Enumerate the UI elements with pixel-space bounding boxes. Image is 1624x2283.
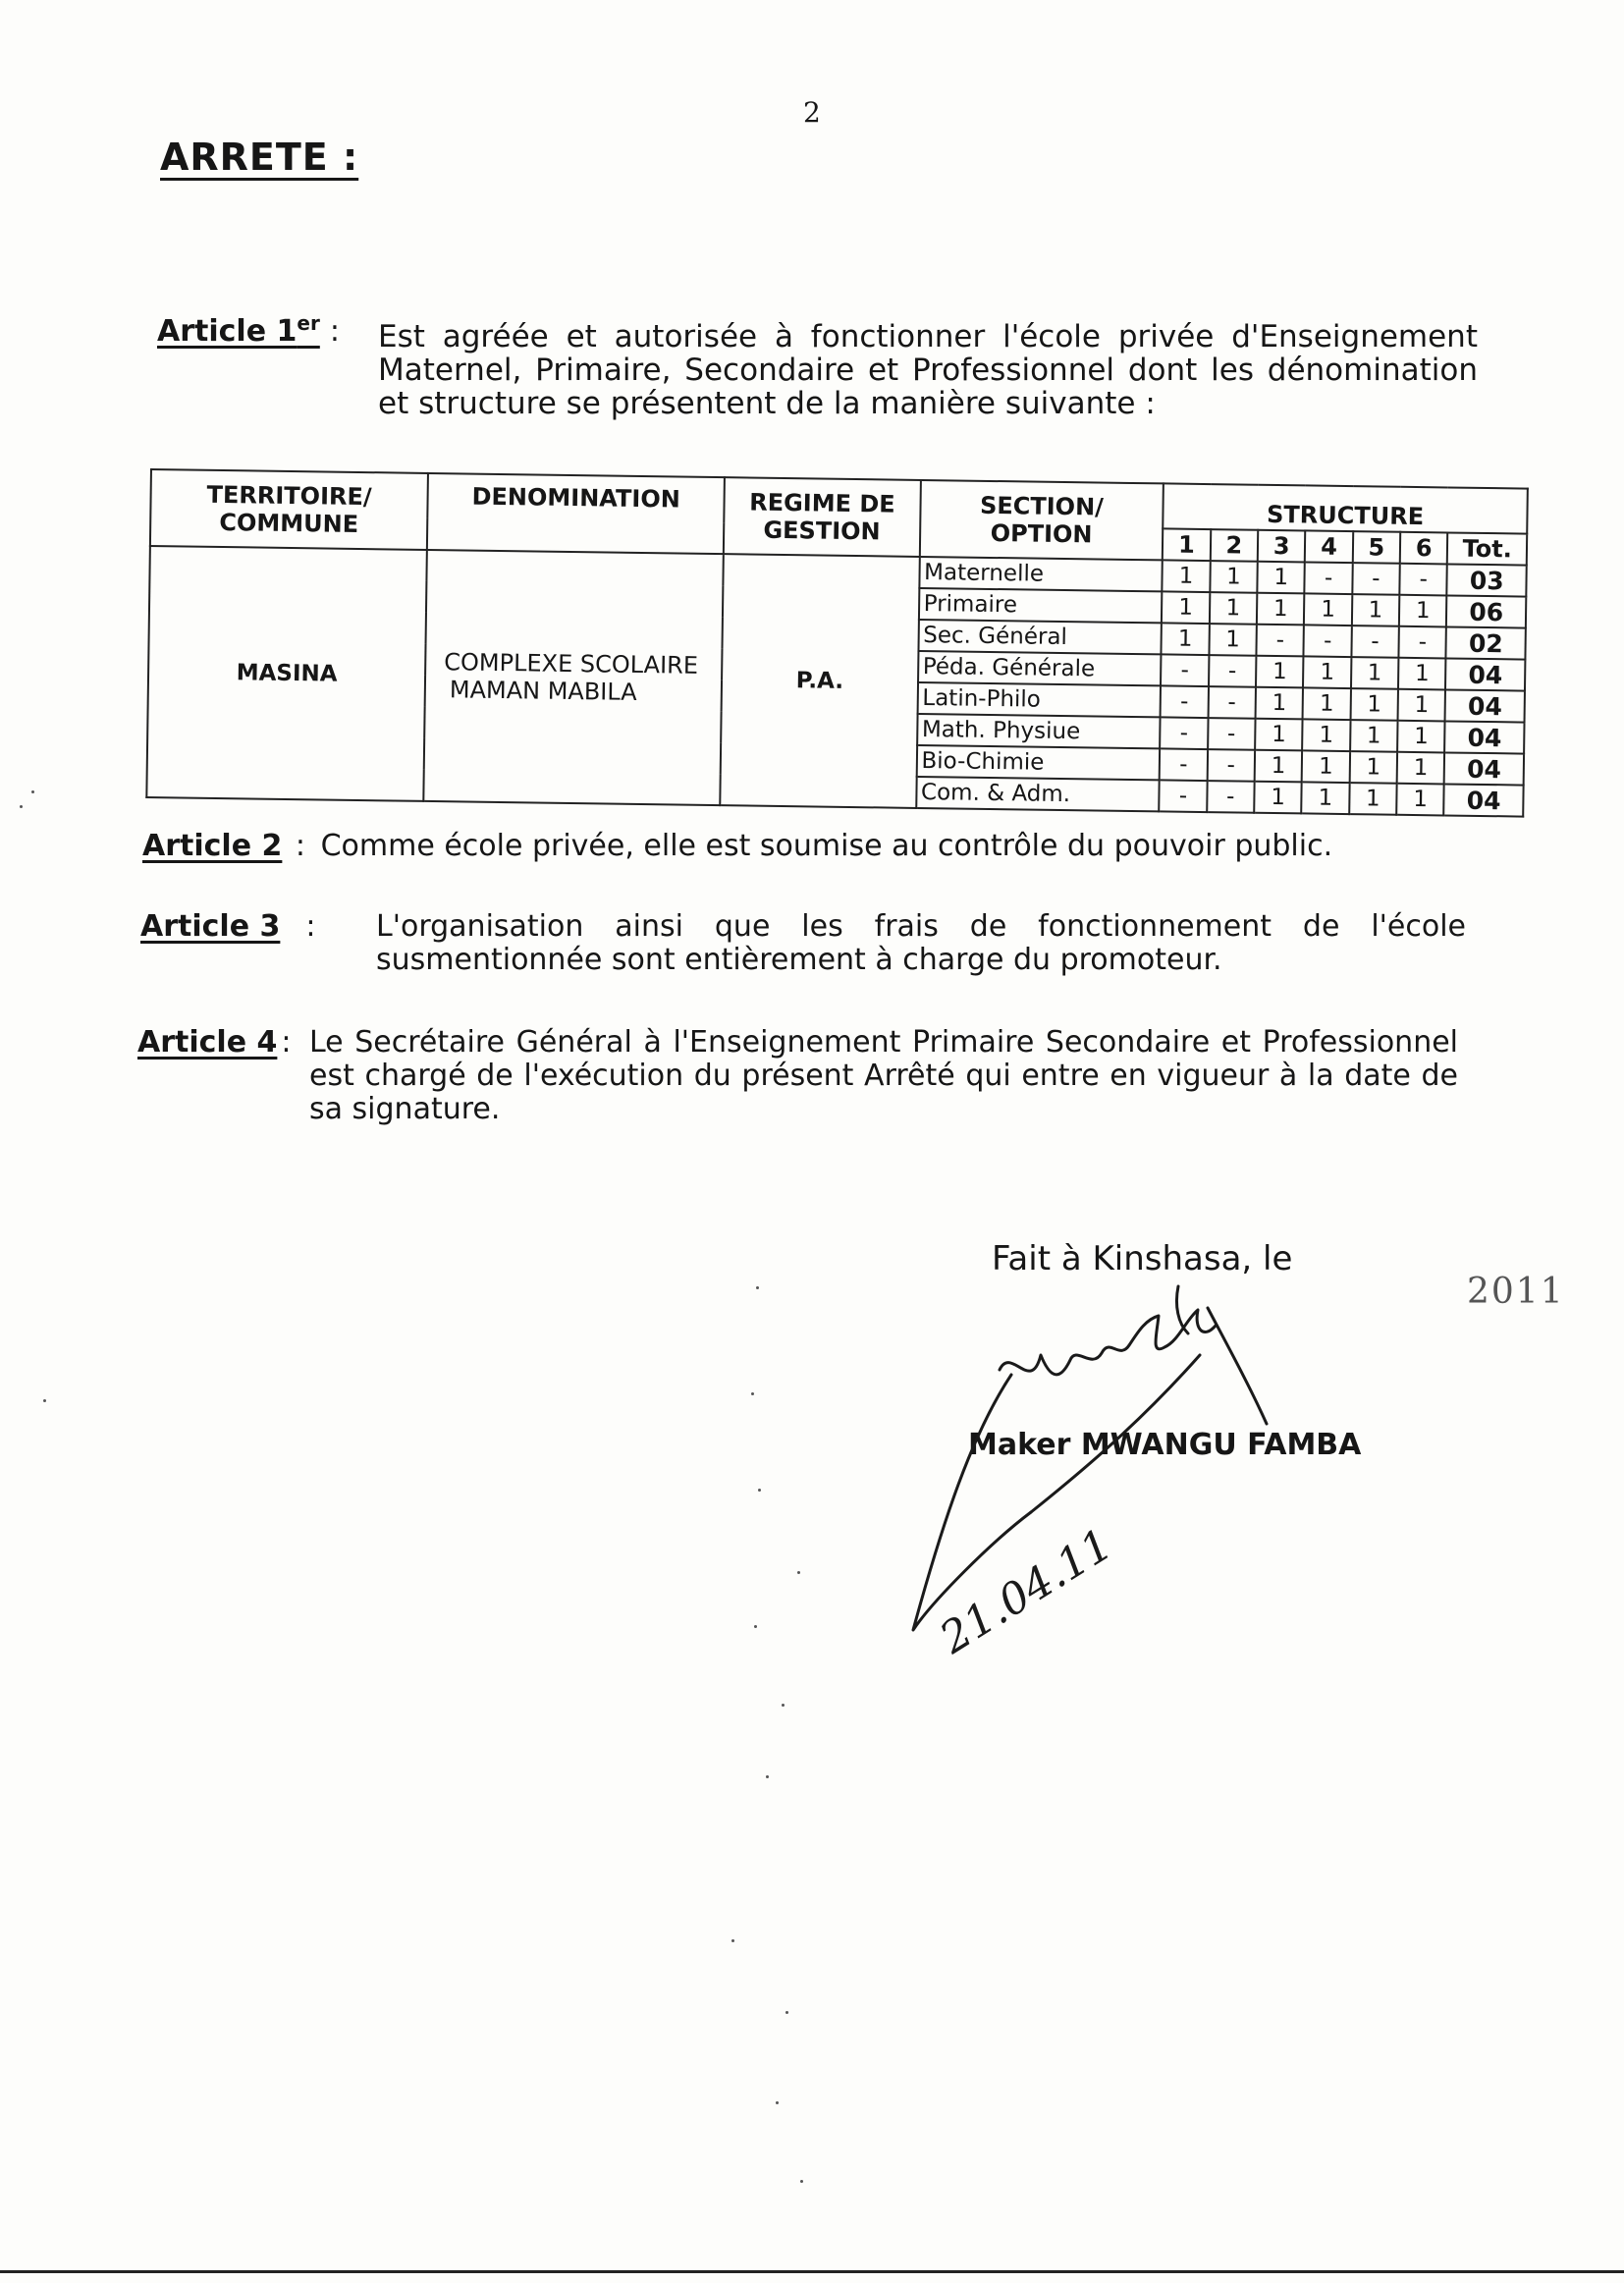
total-cell: 04 [1444, 752, 1524, 785]
article-2-label: Article 2 [142, 829, 283, 863]
option-cell: Bio-Chimie [916, 745, 1160, 780]
option-cell: Latin-Philo [917, 682, 1161, 717]
scan-speck [785, 2011, 788, 2014]
structure-cell-6: 1 [1396, 784, 1444, 816]
structure-cell-4: 1 [1303, 687, 1351, 720]
structure-cell-2: 1 [1210, 592, 1258, 625]
structure-cell-2: 1 [1210, 561, 1258, 593]
structure-cell-6: - [1399, 564, 1447, 596]
structure-cell-5: 1 [1349, 783, 1397, 815]
structure-cell-5: 1 [1350, 688, 1398, 721]
option-cell: Math. Physiue [917, 714, 1161, 748]
total-cell: 03 [1447, 564, 1527, 596]
scan-speck [766, 1775, 769, 1778]
structure-cell-6: 1 [1397, 752, 1445, 785]
structure-cell-4: 1 [1302, 750, 1350, 783]
option-cell: Com. & Adm. [916, 777, 1160, 811]
structure-cell-2: 1 [1209, 624, 1257, 656]
date-year: 2011 [1467, 1272, 1565, 1312]
scan-speck [20, 805, 23, 808]
header-regime: REGIME DE GESTION [724, 477, 920, 557]
total-cell: 06 [1446, 595, 1526, 627]
article-1-text: Est agréée et autorisée à fonctionner l'école privée d'Enseignement Maternel, Primaire, Secondaire et Professionnel dont les dénomination et structure se présentent de la manière suivante : [378, 319, 1478, 421]
article-4-text: Le Secrétaire Général à l'Enseignement Primaire Secondaire et Professionnel est chargé de l'exécution du présent Arrêté qui entre en vigueur à la date de sa signature. [309, 1025, 1458, 1126]
article-2-separator: : [295, 829, 306, 863]
structure-cell-2: - [1207, 749, 1255, 782]
structure-cell-3: 1 [1254, 782, 1302, 814]
col-header-6: 6 [1400, 532, 1448, 565]
bottom-edge-line [0, 2270, 1624, 2273]
structure-cell-5: - [1351, 625, 1399, 658]
article-4-label: Article 4 [137, 1025, 278, 1060]
article-3 [140, 910, 1466, 977]
territoire-cell: MASINA [146, 546, 427, 801]
col-header-3: 3 [1258, 530, 1306, 563]
structure-cell-5: 1 [1351, 657, 1399, 689]
signatory-name: Maker MWANGU FAMBA [968, 1428, 1362, 1462]
article-4 [137, 1026, 1458, 1126]
structure-cell-1: - [1161, 654, 1209, 686]
header-denomination: DENOMINATION [427, 473, 725, 554]
total-cell: 04 [1444, 784, 1524, 816]
structure-cell-3: 1 [1255, 750, 1303, 783]
structure-cell-4: 1 [1304, 593, 1352, 625]
handwritten-signature [884, 1277, 1394, 1699]
option-cell: Maternelle [919, 557, 1163, 591]
structure-cell-4: 1 [1303, 656, 1351, 688]
header-section: SECTION/ OPTION [919, 480, 1164, 560]
regime-cell: P.A. [720, 554, 919, 808]
structure-cell-1: 1 [1162, 623, 1210, 655]
total-cell: 04 [1444, 721, 1524, 753]
svg-text:21.04.11: 21.04.11 [931, 1519, 1121, 1664]
structure-cell-1: 1 [1163, 560, 1211, 592]
structure-cell-2: - [1207, 781, 1255, 813]
article-3-text: L'organisation ainsi que les frais de fonctionnement de l'école susmentionnée sont entièrement à charge du promoteur. [376, 909, 1466, 977]
article-1 [157, 306, 1478, 420]
denomination-line-2: MAMAN MABILA [449, 676, 637, 706]
scan-speck [731, 1939, 734, 1942]
place-and-date: Fait à Kinshasa, le [992, 1239, 1293, 1278]
scan-speck [797, 1571, 800, 1574]
structure-cell-4: 1 [1302, 782, 1350, 814]
structure-cell-3: 1 [1257, 562, 1305, 594]
scan-speck [782, 1704, 785, 1707]
article-1-label: Article 1er [157, 311, 320, 349]
page-number: 2 [803, 96, 821, 129]
col-header-1: 1 [1163, 528, 1211, 561]
article-3-label: Article 3 [140, 909, 281, 944]
structure-cell-6: 1 [1399, 595, 1447, 627]
scan-speck [43, 1399, 46, 1402]
option-cell: Primaire [918, 588, 1162, 623]
structure-cell-3: 1 [1257, 593, 1305, 625]
denomination-cell [423, 550, 724, 805]
decree-heading: ARRETE : [160, 136, 359, 179]
col-header-4: 4 [1305, 530, 1353, 563]
structure-cell-4: 1 [1302, 719, 1350, 751]
structure-cell-1: 1 [1162, 591, 1210, 624]
structure-cell-2: - [1208, 718, 1256, 750]
structure-cell-5: 1 [1349, 751, 1397, 784]
structure-cell-6: 1 [1397, 721, 1445, 753]
structure-cell-6: - [1398, 626, 1446, 659]
structure-cell-2: - [1209, 655, 1257, 687]
structure-cell-5: - [1352, 563, 1400, 595]
article-2 [142, 830, 1478, 863]
structure-cell-4: - [1305, 562, 1353, 594]
article-3-separator: : [305, 909, 316, 944]
structure-cell-3: 1 [1256, 656, 1304, 688]
scan-speck [776, 2101, 779, 2104]
school-structure-table [145, 468, 1529, 818]
article-2-text: Comme école privée, elle est soumise au contrôle du pouvoir public. [320, 829, 1333, 863]
article-4-separator: : [281, 1025, 292, 1060]
structure-cell-5: 1 [1352, 594, 1400, 626]
col-header-2: 2 [1210, 529, 1258, 562]
col-header-total: Tot. [1447, 532, 1527, 565]
header-structure: STRUCTURE [1164, 483, 1528, 533]
article-1-separator: : [329, 314, 340, 349]
handwritten-date [931, 1519, 1121, 1664]
structure-cell-3: 1 [1255, 719, 1303, 751]
total-cell: 02 [1446, 626, 1526, 659]
structure-cell-3: - [1256, 625, 1304, 657]
structure-cell-5: 1 [1350, 720, 1398, 752]
structure-cell-6: 1 [1398, 658, 1446, 690]
structure-cell-1: - [1160, 748, 1208, 781]
structure-cell-4: - [1304, 625, 1352, 657]
option-cell: Péda. Générale [918, 651, 1162, 685]
total-cell: 04 [1445, 658, 1525, 690]
table-body [146, 546, 1526, 817]
structure-cell-2: - [1208, 686, 1256, 719]
scan-speck [756, 1286, 759, 1289]
scan-speck [754, 1625, 757, 1628]
scan-speck [31, 790, 34, 793]
structure-cell-1: - [1160, 780, 1208, 812]
header-territoire: TERRITOIRE/ COMMUNE [150, 469, 428, 550]
scan-speck [800, 2180, 803, 2183]
structure-cell-3: 1 [1256, 687, 1304, 720]
col-header-5: 5 [1352, 531, 1400, 564]
option-cell: Sec. Général [918, 620, 1162, 654]
structure-cell-6: 1 [1398, 689, 1446, 722]
structure-cell-1: - [1161, 685, 1209, 718]
structure-cell-1: - [1160, 717, 1208, 749]
total-cell: 04 [1445, 689, 1525, 722]
scan-speck [758, 1489, 761, 1492]
scan-speck [751, 1392, 754, 1395]
denomination-line-1: COMPLEXE SCOLAIRE [444, 648, 699, 679]
